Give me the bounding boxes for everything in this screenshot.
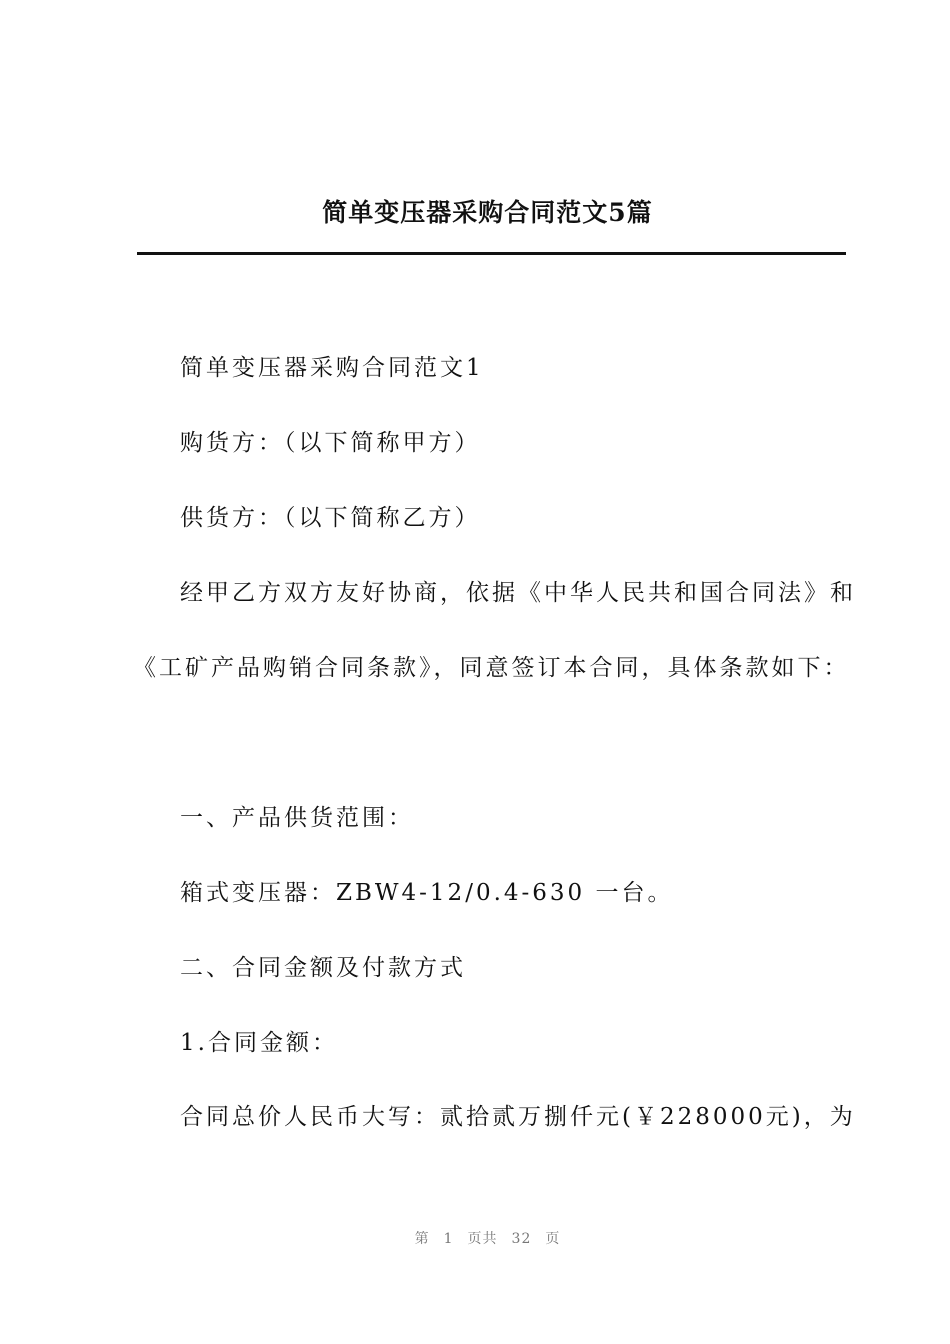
sub-clause-heading: 1.合同金额： [180,1030,338,1056]
footer-suffix: 页 [545,1231,561,1247]
title-underline [137,252,846,255]
supplier-line: 供货方：（以下简称乙方） [180,505,481,531]
intro-paragraph-line-1: 经甲乙方双方友好协商，依据《中华人民共和国合同法》和 [180,580,856,606]
footer-mid: 页共 [467,1231,498,1247]
document-title: 简单变压器采购合同范文5篇 [322,198,653,227]
contract-amount-line: 合同总价人民币大写：贰拾贰万捌仟元(￥228000元)，为 [180,1104,856,1130]
footer-total-pages: 32 [511,1231,532,1247]
page-footer [0,1229,950,1249]
footer-prefix: 第 [414,1231,430,1247]
clause-heading-2: 二、合同金额及付款方式 [180,955,466,981]
product-line: 箱式变压器：ZBW4-12/0.4-630 一台。 [180,880,674,906]
section-heading: 简单变压器采购合同范文1 [180,355,484,381]
footer-current-page: 1 [443,1231,454,1247]
clause-heading-1: 一、产品供货范围： [180,805,414,831]
buyer-line: 购货方：（以下简称甲方） [180,430,481,456]
intro-paragraph-line-2: 《工矿产品购销合同条款》，同意签订本合同，具体条款如下： [133,655,850,681]
